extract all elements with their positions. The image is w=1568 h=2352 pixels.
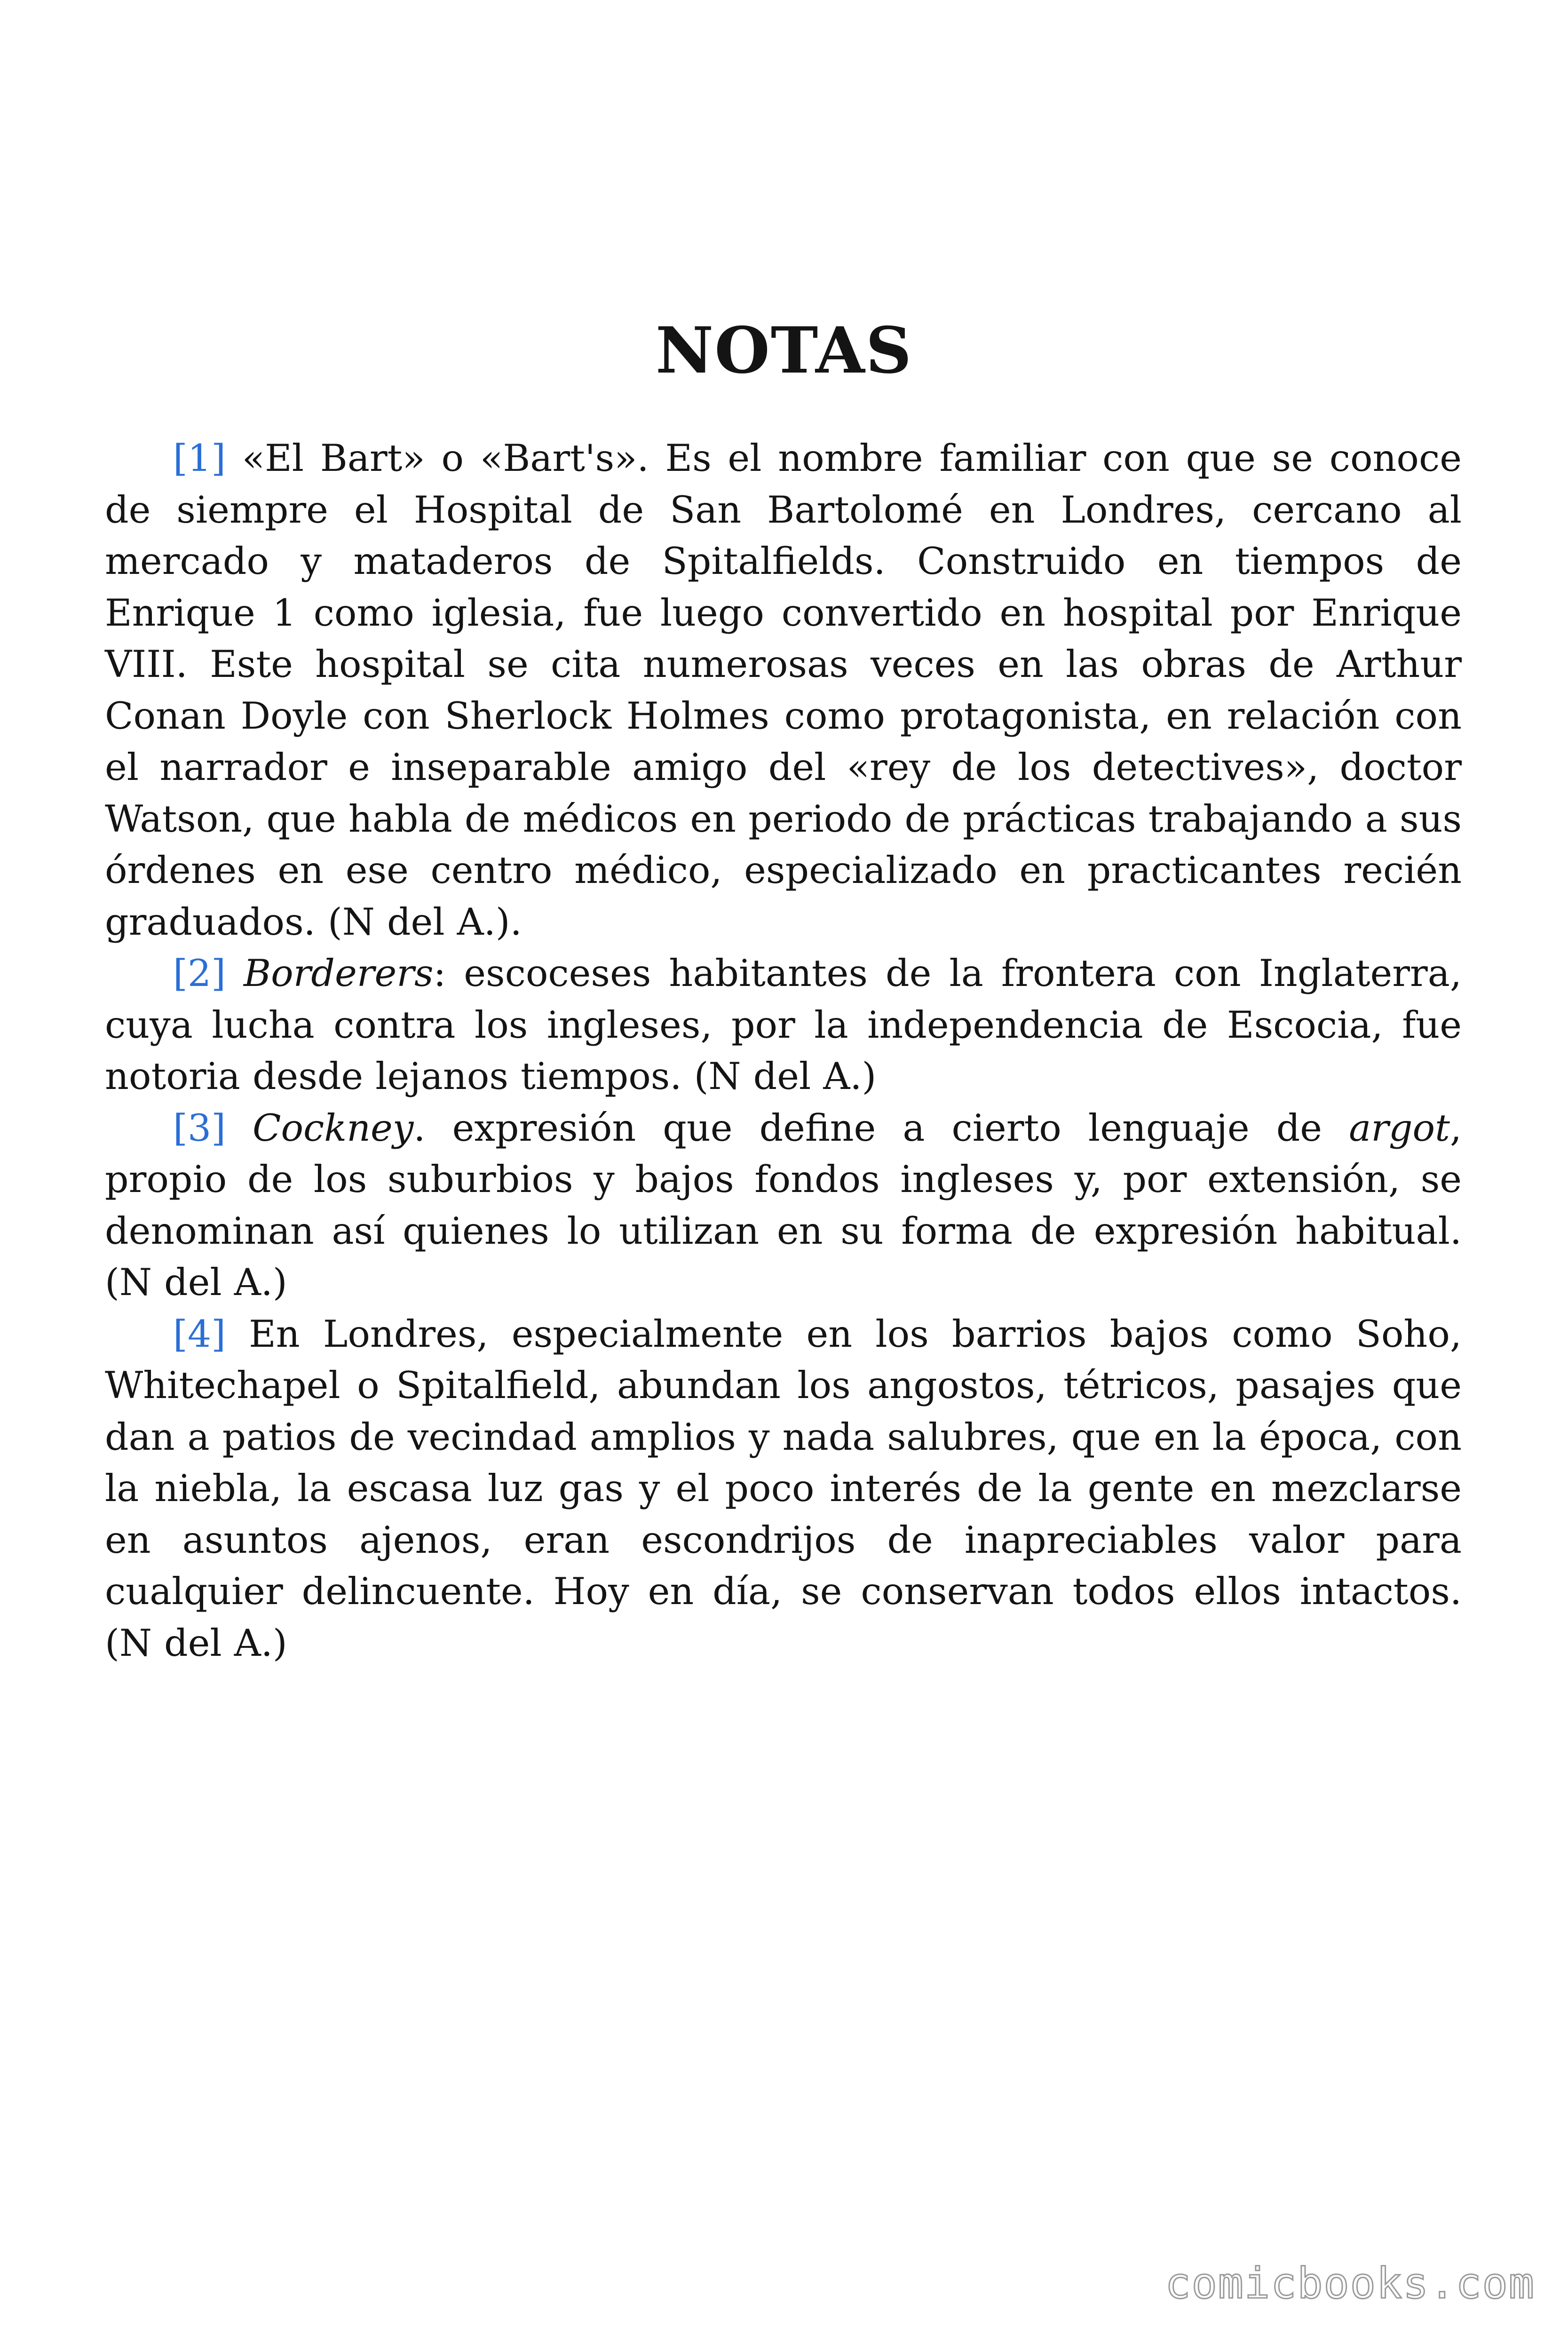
note-ref-link-2[interactable]: [2] bbox=[173, 952, 226, 995]
note-ref-link-3[interactable]: [3] bbox=[173, 1106, 226, 1150]
note-term-3: Cockney bbox=[253, 1106, 414, 1150]
note-ref-link-1[interactable]: [1] bbox=[173, 437, 226, 480]
note-3 bbox=[105, 1103, 1462, 1309]
note-term-3b: argot bbox=[1349, 1106, 1450, 1150]
note-text-4: En Londres, especialmente en los barrios bajos como Soho, Whitechapel o Spitalfield, abundan los angostos, tétricos, pasajes que dan a patios de vecindad amplios y nada salubres, que en la época, con la niebla, la escasa luz gas y el poco interés de la gente en mezclarse en asuntos ajenos, eran escondrijos de inapreciables valor para cualquier delincuente. Hoy en día, se conservan todos ellos intactos. (N del A.) bbox=[105, 1312, 1462, 1665]
note-text-3b: , propio de los suburbios y bajos fondos ingleses y, por extensión, se denominan así quienes lo utilizan en su forma de expresión habitual. (N del A.) bbox=[105, 1106, 1462, 1304]
note-4 bbox=[105, 1309, 1462, 1669]
note-ref-link-4[interactable]: [4] bbox=[173, 1312, 226, 1356]
note-2 bbox=[105, 948, 1462, 1103]
note-text-1: «El Bart» o «Bart's». Es el nombre familiar con que se conoce de siempre el Hospital de San Bartolomé en Londres, cercano al mercado y mataderos de Spitalfields. Construido en tiempos de Enrique 1 como iglesia, fue luego convertido en hospital por Enrique VIII. Este hospital se cita numerosas veces en las obras de Arthur Conan Doyle con Sherlock Holmes como protagonista, en relación con el narrador e inseparable amigo del «rey de los detectives», doctor Watson, que habla de médicos en periodo de prácticas trabajando a sus órdenes en ese centro médico, especializado en practicantes recién graduados. (N del A.). bbox=[105, 437, 1462, 944]
page-title: NOTAS bbox=[655, 313, 913, 388]
note-1 bbox=[105, 433, 1462, 948]
note-term-2: Borderers bbox=[244, 952, 434, 995]
watermark: comicbooks.com bbox=[1165, 2259, 1535, 2308]
notes-list bbox=[105, 433, 1462, 1669]
note-text-2: : escoceses habitantes de la frontera con Inglaterra, cuya lucha contra los ingleses, por la independencia de Escocia, fue notoria desde lejanos tiempos. (N del A.) bbox=[105, 952, 1462, 1098]
note-text-3a: . expresión que define a cierto lenguaje de bbox=[413, 1106, 1349, 1150]
